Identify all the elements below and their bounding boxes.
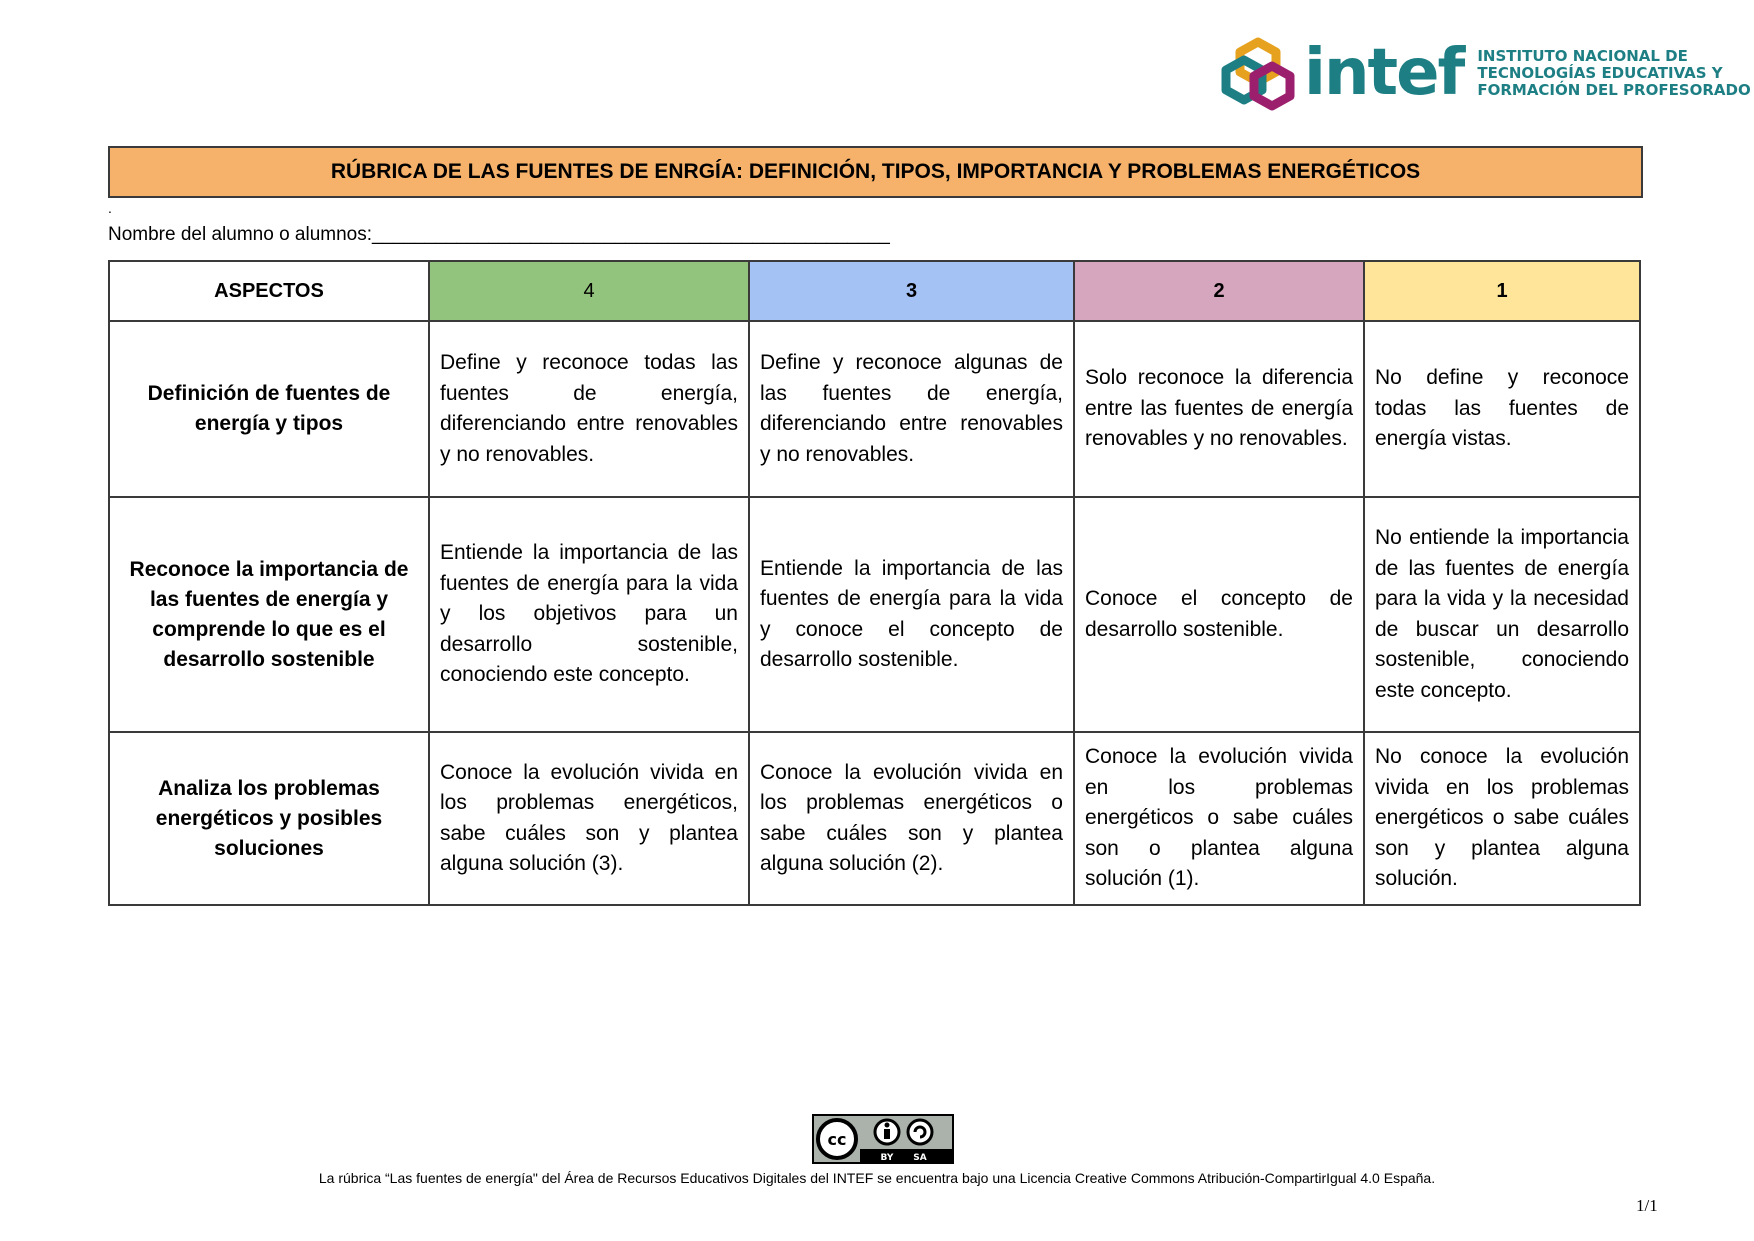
sa-icon — [908, 1120, 932, 1144]
stray-dot: . — [108, 200, 112, 216]
rubric-cell: Solo reconoce la diferencia entre las fuentes de energía renovables y no renovables. — [1074, 321, 1364, 497]
student-name-line: Nombre del alumno o alumnos:_________________________________________________ — [108, 224, 890, 245]
header-score-1: 1 — [1364, 261, 1640, 321]
header-aspectos: ASPECTOS — [109, 261, 429, 321]
aspect-cell: Definición de fuentes de energía y tipos — [109, 321, 429, 497]
intef-org-name: INSTITUTO NACIONAL DE TECNOLOGÍAS EDUCATIVAS Y FORMACIÓN DEL PROFESORADO — [1477, 46, 1751, 99]
license-text: La rúbrica “Las fuentes de energía" del Área de Recursos Educativos Digitales del INTEF se encuentra bajo una Licencia Creative Commons Atribución-CompartirIgual 4.0 España. — [318, 1170, 1436, 1186]
table-row — [109, 321, 1640, 497]
rubric-table — [108, 260, 1641, 906]
rubric-cell: Entiende la importancia de las fuentes de energía para la vida y los objetivos para un desarrollo sostenible, conociendo este concepto. — [429, 497, 749, 732]
cc-by-sa-badge — [812, 1114, 954, 1164]
header-score-4: 4 — [429, 261, 749, 321]
rubric-cell: Conoce la evolución vivida en los problemas energéticos o sabe cuáles son o plantea alguna solución (1). — [1074, 732, 1364, 905]
table-row — [109, 497, 1640, 732]
intef-knot-icon — [1218, 30, 1296, 116]
sa-label: SA — [913, 1153, 927, 1163]
aspect-cell: Reconoce la importancia de las fuentes de energía y comprende lo que es el desarrollo sostenible — [109, 497, 429, 732]
intef-logo — [1218, 30, 1751, 116]
rubric-cell: Define y reconoce todas las fuentes de energía, diferenciando entre renovables y no renovables. — [429, 321, 749, 497]
rubric-cell: No define y reconoce todas las fuentes de energía vistas. — [1364, 321, 1640, 497]
rubric-cell: Define y reconoce algunas de las fuentes de energía, diferenciando entre renovables y no renovables. — [749, 321, 1074, 497]
rubric-cell: No conoce la evolución vivida en los problemas energéticos o sabe cuáles son y plantea alguna solución. — [1364, 732, 1640, 905]
rubric-cell: Conoce el concepto de desarrollo sostenible. — [1074, 497, 1364, 732]
by-label: BY — [880, 1153, 894, 1163]
table-row — [109, 732, 1640, 905]
header-row — [109, 261, 1640, 321]
rubric-cell: No entiende la importancia de las fuentes de energía para la vida y la necesidad de buscar un desarrollo sostenible, conociendo este concepto. — [1364, 497, 1640, 732]
page-number: 1/1 — [1636, 1196, 1658, 1215]
cc-text: cc — [827, 1130, 847, 1149]
rubric-title: RÚBRICA DE LAS FUENTES DE ENRGÍA: DEFINICIÓN, TIPOS, IMPORTANCIA Y PROBLEMAS ENERGÉTICOS — [108, 146, 1643, 198]
header-score-2: 2 — [1074, 261, 1364, 321]
intef-wordmark: intef — [1304, 36, 1464, 110]
rubric-cell: Entiende la importancia de las fuentes de energía para la vida y conoce el concepto de desarrollo sostenible. — [749, 497, 1074, 732]
rubric-cell: Conoce la evolución vivida en los problemas energéticos o sabe cuáles son y plantea alguna solución (2). — [749, 732, 1074, 905]
aspect-cell: Analiza los problemas energéticos y posibles soluciones — [109, 732, 429, 905]
header-score-3: 3 — [749, 261, 1074, 321]
rubric-cell: Conoce la evolución vivida en los problemas energéticos, sabe cuáles son y plantea alguna solución (3). — [429, 732, 749, 905]
